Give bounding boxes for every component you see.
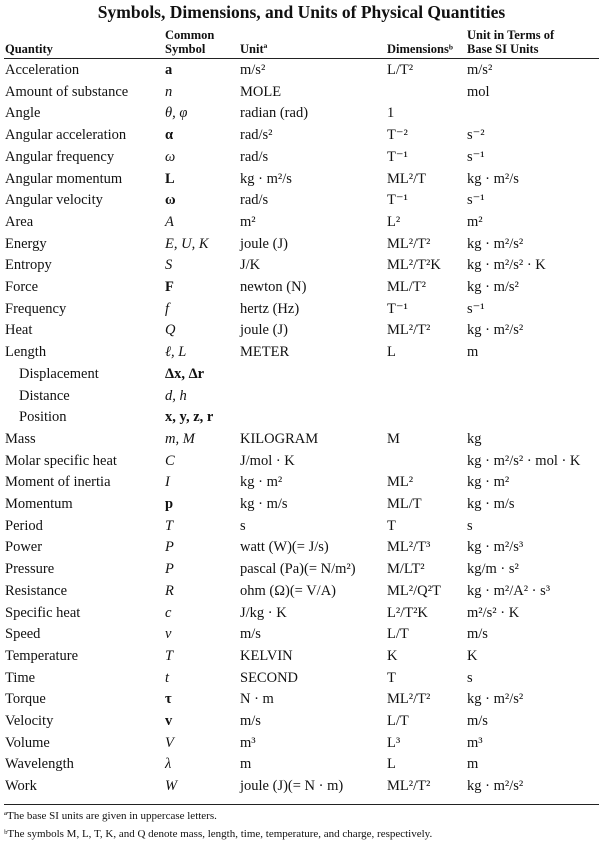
unit-cell: ohm (Ω)(= V/A) <box>240 582 337 599</box>
table-row <box>0 581 603 603</box>
symbol-cell: T <box>165 517 174 534</box>
quantity-cell: Heat <box>5 322 33 339</box>
symbol-cell: v⃗ <box>165 713 184 729</box>
symbol-cell: τ⃗ <box>165 691 183 708</box>
symbol-cell: θ, φ <box>165 105 188 122</box>
footnote-b: ᵇThe symbols M, L, T, K, and Q denote mass, length, time, temperature, and charge, respectively. <box>4 828 433 840</box>
dimensions-cell: ML/T² <box>387 279 426 295</box>
table-row <box>0 407 603 429</box>
quantity-cell: Length <box>5 344 47 361</box>
unit-cell: hertz (Hz) <box>240 300 300 317</box>
quantity-cell: Entropy <box>5 257 52 274</box>
table-row <box>0 711 603 733</box>
dimensions-cell: T⁻² <box>387 127 408 144</box>
symbol-cell: P <box>165 539 174 556</box>
table-row <box>0 386 603 408</box>
base-unit-cell: m/s² <box>467 62 493 78</box>
table-row <box>0 494 603 516</box>
dimensions-cell: ML²/T²K <box>387 257 441 274</box>
quantity-cell: Resistance <box>5 582 68 599</box>
table-row <box>0 668 603 690</box>
quantity-cell: Wavelength <box>5 756 74 773</box>
unit-cell: J/mol · K <box>240 452 295 469</box>
quantity-cell: Angular momentum <box>5 170 123 187</box>
quantity-cell: Distance <box>19 387 70 404</box>
unit-cell: m/s² <box>240 62 266 78</box>
base-unit-cell: kg <box>467 430 482 447</box>
header-unit: Unitª <box>240 42 268 56</box>
dimensions-cell: L/T <box>387 713 409 729</box>
base-unit-cell: kg · m² <box>467 474 510 491</box>
dimensions-cell: L² <box>387 213 401 230</box>
unit-cell: rad/s² <box>240 127 273 144</box>
table-row <box>0 82 603 104</box>
unit-cell: m² <box>240 213 256 230</box>
quantity-cell: Volume <box>5 734 50 751</box>
base-unit-cell: kg · m/s <box>467 496 515 512</box>
dimensions-cell: L <box>387 344 396 361</box>
base-unit-cell: s <box>467 669 473 686</box>
table-row <box>0 451 603 473</box>
base-unit-cell: kg · m²/s² <box>467 322 524 339</box>
symbol-cell: m, M <box>165 430 195 447</box>
symbol-cell: λ <box>165 756 172 773</box>
table-row <box>0 125 603 147</box>
unit-cell: s <box>240 517 246 534</box>
symbol-cell: ℓ, L <box>165 344 187 361</box>
quantity-cell: Angle <box>5 105 41 122</box>
unit-cell: m <box>240 756 252 773</box>
quantity-cell: Specific heat <box>5 604 81 621</box>
dimensions-cell: ML²/T² <box>387 322 431 339</box>
unit-cell: rad/s <box>240 192 269 209</box>
dimensions-cell: L²/T²K <box>387 604 428 621</box>
unit-cell: METER <box>240 344 290 361</box>
unit-cell: J/kg · K <box>240 604 287 621</box>
quantity-cell: Amount of substance <box>5 83 129 100</box>
table-row <box>0 234 603 256</box>
quantity-cell: Frequency <box>5 300 67 317</box>
unit-cell: joule (J) <box>240 322 288 339</box>
base-unit-cell: s⁻¹ <box>467 192 485 209</box>
unit-cell: m³ <box>240 734 256 751</box>
table-row <box>0 190 603 212</box>
quantity-cell: Torque <box>5 691 46 708</box>
dimensions-cell: L/T <box>387 626 409 643</box>
header-symbol-line2: Symbol <box>165 42 206 56</box>
base-unit-cell: kg · m²/s³ <box>467 539 524 556</box>
table-row <box>0 537 603 559</box>
dimensions-cell: T⁻¹ <box>387 300 408 317</box>
unit-cell: pascal (Pa)(= N/m²) <box>240 561 356 578</box>
table-row <box>0 472 603 494</box>
quantity-cell: Power <box>5 539 43 556</box>
table-row <box>0 624 603 646</box>
header-rule <box>4 58 599 59</box>
unit-cell: m/s <box>240 626 261 643</box>
base-unit-cell: m/s <box>467 713 488 729</box>
symbol-cell: W <box>165 778 178 795</box>
symbol-cell: α⃗ <box>165 127 185 144</box>
symbol-cell: f <box>165 300 170 317</box>
header-dimensions: Dimensionsᵇ <box>387 42 453 56</box>
dimensions-cell: M <box>387 430 400 447</box>
unit-cell: KELVIN <box>240 647 293 664</box>
base-unit-cell: s <box>467 517 473 534</box>
table-row <box>0 299 603 321</box>
quantity-cell: Acceleration <box>5 62 80 78</box>
table-row <box>0 364 603 386</box>
base-unit-cell: kg · m²/A² · s³ <box>467 582 551 599</box>
quantity-cell: Pressure <box>5 561 55 578</box>
header-base-line1: Unit in Terms of <box>467 28 555 42</box>
base-unit-cell: m³ <box>467 734 483 751</box>
dimensions-cell: L <box>387 756 396 773</box>
quantity-cell: Work <box>5 778 37 795</box>
unit-cell: N · m <box>240 691 274 708</box>
base-unit-cell: m/s <box>467 626 488 643</box>
dimensions-cell: T⁻¹ <box>387 148 408 165</box>
symbol-cell: p⃗ <box>165 496 185 512</box>
symbol-cell: C <box>165 452 175 469</box>
symbol-cell: v <box>165 626 172 643</box>
base-unit-cell: s⁻² <box>467 127 485 144</box>
symbol-cell: ω <box>165 148 176 165</box>
unit-cell: rad/s <box>240 148 269 165</box>
quantity-cell: Area <box>5 213 34 230</box>
symbol-cell: P <box>165 561 174 578</box>
quantity-cell: Time <box>5 669 36 686</box>
dimensions-cell: T⁻¹ <box>387 192 408 209</box>
base-unit-cell: kg · m/s² <box>467 279 519 295</box>
table-row <box>0 559 603 581</box>
symbol-cell: E, U, K <box>165 235 209 252</box>
symbol-cell: Δx, Δr⃗ <box>165 365 216 382</box>
base-unit-cell: mol <box>467 83 490 100</box>
quantity-cell: Angular acceleration <box>5 127 127 144</box>
base-unit-cell: kg · m²/s² <box>467 691 524 708</box>
dimensions-cell: ML² <box>387 474 414 491</box>
symbol-cell: d, h <box>165 387 187 404</box>
base-unit-cell: m <box>467 344 479 361</box>
dimensions-cell: ML²/T² <box>387 778 431 795</box>
footnote-a: ªThe base SI units are given in uppercase letters. <box>4 810 217 822</box>
unit-cell: kg · m² <box>240 474 283 491</box>
symbol-cell: R <box>165 582 174 599</box>
symbol-cell: I <box>165 474 170 491</box>
base-unit-cell: kg · m²/s² <box>467 235 524 252</box>
unit-cell: kg · m²/s <box>240 170 292 187</box>
footer-rule <box>4 804 599 805</box>
table-row <box>0 342 603 364</box>
symbol-cell: t <box>165 669 170 686</box>
quantity-cell: Angular frequency <box>5 148 115 165</box>
table-row <box>0 277 603 299</box>
dimensions-cell: 1 <box>387 105 395 122</box>
dimensions-cell: ML²/T³ <box>387 539 431 556</box>
symbol-cell: L⃗ <box>165 170 186 187</box>
unit-cell: SECOND <box>240 669 299 686</box>
quantity-cell: Angular velocity <box>5 192 103 209</box>
table-row <box>0 212 603 234</box>
dimensions-cell: L³ <box>387 734 401 751</box>
table-row <box>0 60 603 82</box>
dimensions-cell: T <box>387 669 396 686</box>
dimensions-cell: M/LT² <box>387 561 425 578</box>
dimensions-cell: K <box>387 647 398 664</box>
base-unit-cell: K <box>467 647 478 664</box>
unit-cell: radian (rad) <box>240 105 309 122</box>
symbol-cell: x, y, z, r⃗ <box>165 409 225 426</box>
symbol-cell: a⃗ <box>165 62 184 78</box>
quantity-cell: Energy <box>5 235 47 252</box>
quantity-cell: Displacement <box>19 365 99 382</box>
quantity-cell: Position <box>19 409 67 426</box>
table-row <box>0 689 603 711</box>
table-row <box>0 733 603 755</box>
table-row <box>0 169 603 191</box>
base-unit-cell: m²/s² · K <box>467 604 520 621</box>
symbol-cell: F⃗ <box>165 279 186 295</box>
unit-cell: joule (J) <box>240 235 288 252</box>
base-unit-cell: kg · m²/s <box>467 170 519 187</box>
table-row <box>0 754 603 776</box>
symbol-cell: A <box>165 213 174 230</box>
unit-cell: J/K <box>240 257 261 274</box>
dimensions-cell: T <box>387 517 396 534</box>
table-row <box>0 603 603 625</box>
base-unit-cell: m <box>467 756 479 773</box>
symbol-cell: T <box>165 647 174 664</box>
dimensions-cell: ML/T <box>387 496 422 512</box>
unit-cell: KILOGRAM <box>240 430 319 447</box>
dimensions-cell: ML²/T² <box>387 691 431 708</box>
quantity-cell: Temperature <box>5 647 79 664</box>
symbol-cell: V <box>165 734 174 751</box>
unit-cell: watt (W)(= J/s) <box>240 539 329 556</box>
base-unit-cell: kg · m²/s² <box>467 778 524 795</box>
table-row <box>0 147 603 169</box>
unit-cell: joule (J)(= N · m) <box>240 778 344 795</box>
symbol-cell: S <box>165 257 173 274</box>
table-row <box>0 429 603 451</box>
page-title: Symbols, Dimensions, and Units of Physical Quantities <box>97 2 506 22</box>
quantity-cell: Period <box>5 517 43 534</box>
symbol-cell: Q <box>165 322 176 339</box>
base-unit-cell: kg · m²/s² · mol · K <box>467 452 581 469</box>
unit-cell: MOLE <box>240 83 282 100</box>
quantity-cell: Mass <box>5 430 36 447</box>
header-symbol-line1: Common <box>165 28 215 42</box>
table-row <box>0 776 603 798</box>
quantity-cell: Moment of inertia <box>5 474 111 491</box>
quantity-cell: Velocity <box>5 713 54 729</box>
unit-cell: kg · m/s <box>240 496 288 512</box>
base-unit-cell: m² <box>467 213 483 230</box>
quantity-cell: Force <box>5 279 39 295</box>
unit-cell: m/s <box>240 713 261 729</box>
base-unit-cell: kg/m · s² <box>467 561 519 578</box>
quantity-cell: Momentum <box>5 496 73 512</box>
dimensions-cell: ML²/T <box>387 170 426 187</box>
table-row <box>0 516 603 538</box>
quantity-cell: Speed <box>5 626 41 643</box>
header-quantity: Quantity <box>5 42 53 56</box>
table-row <box>0 320 603 342</box>
quantity-cell: Molar specific heat <box>5 452 117 469</box>
header-base-line2: Base SI Units <box>467 42 539 56</box>
dimensions-cell: L/T² <box>387 62 414 78</box>
dimensions-cell: ML²/T² <box>387 235 431 252</box>
symbol-cell: ω⃗ <box>165 192 187 209</box>
table-row <box>0 103 603 125</box>
table-row <box>0 255 603 277</box>
table-row <box>0 646 603 668</box>
base-unit-cell: s⁻¹ <box>467 148 485 165</box>
symbol-cell: n <box>165 83 173 100</box>
dimensions-cell: ML²/Q²T <box>387 582 441 599</box>
unit-cell: newton (N) <box>240 279 307 295</box>
symbol-cell: c <box>165 604 172 621</box>
base-unit-cell: kg · m²/s² · K <box>467 257 546 274</box>
base-unit-cell: s⁻¹ <box>467 300 485 317</box>
